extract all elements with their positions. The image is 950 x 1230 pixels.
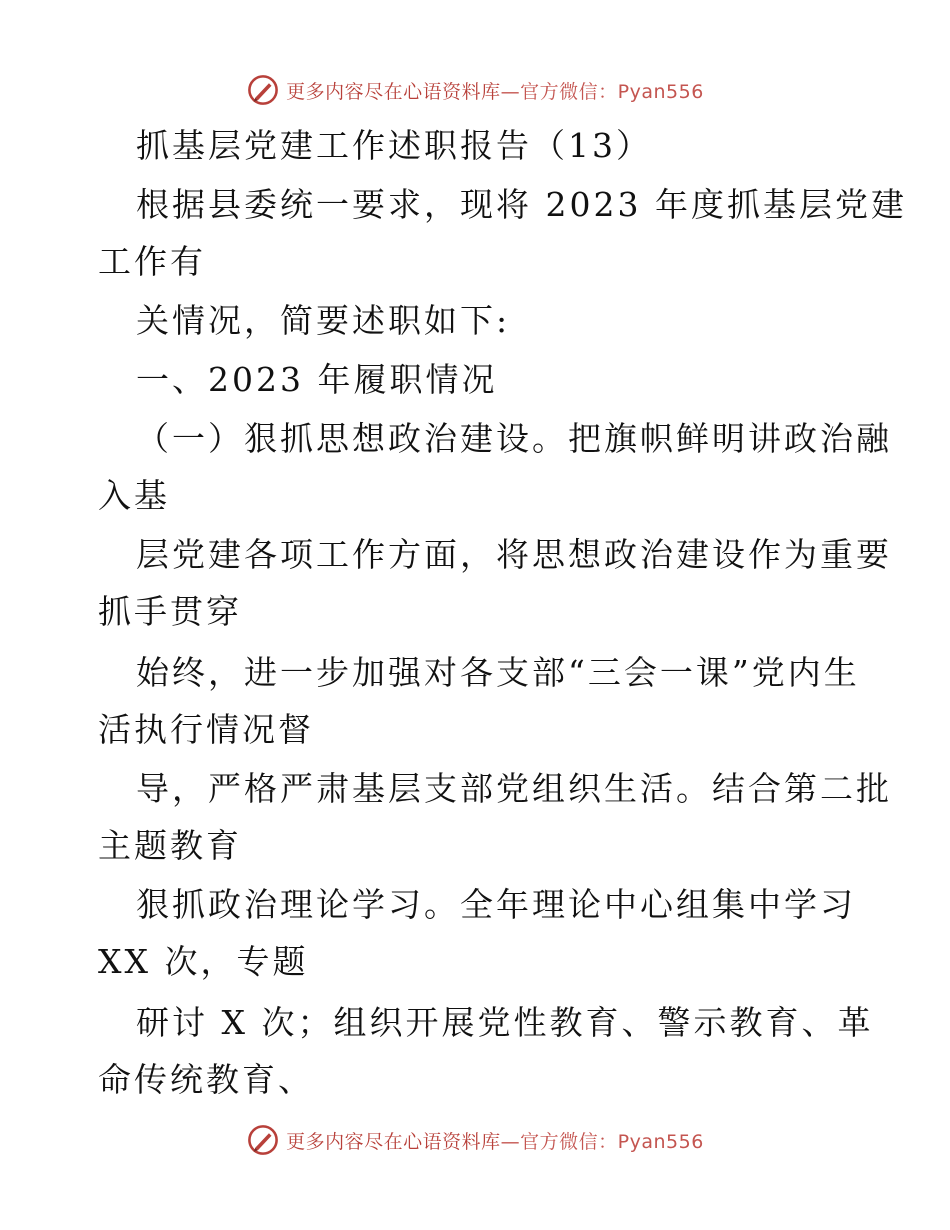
paragraph-line: XX 次，专题: [98, 942, 309, 981]
subsection-heading: （一）狠抓思想政治建设。把旗帜鲜明讲政治融: [136, 419, 892, 458]
pen-in-circle-logo-icon: [246, 73, 280, 107]
paragraph-line: 根据县委统一要求，现将 2023 年度抓基层党建: [136, 185, 907, 224]
paragraph-line: 活执行情况督: [98, 710, 314, 749]
header-watermark: [0, 68, 950, 112]
paragraph-line: 命传统教育、: [98, 1060, 314, 1099]
watermark-text: 更多内容尽在心语资料库—官方微信：Pyan556: [286, 80, 704, 103]
paragraph-line: 主题教育: [98, 826, 242, 865]
paragraph-line: 抓手贯穿: [98, 592, 242, 631]
section-heading: 一、2023 年履职情况: [136, 360, 498, 399]
paragraph-line: 导，严格严肃基层支部党组织生活。结合第二批: [136, 769, 892, 808]
document-title: 抓基层党建工作述职报告（13）: [136, 126, 652, 165]
pen-in-circle-logo-icon: [246, 1123, 280, 1157]
paragraph-line: 工作有: [98, 242, 206, 281]
paragraph-line: 狠抓政治理论学习。全年理论中心组集中学习: [136, 885, 856, 924]
paragraph-line: 研讨 X 次；组织开展党性教育、警示教育、革: [136, 1003, 874, 1042]
paragraph-line: 入基: [98, 476, 170, 515]
footer-watermark: [0, 1118, 950, 1162]
paragraph-line: 始终，进一步加强对各支部“三会一课”党内生: [136, 653, 860, 692]
paragraph-line: 层党建各项工作方面，将思想政治建设作为重要: [136, 535, 892, 574]
paragraph-line: 关情况，简要述职如下:: [136, 301, 511, 340]
watermark-text: 更多内容尽在心语资料库—官方微信：Pyan556: [286, 1130, 704, 1153]
